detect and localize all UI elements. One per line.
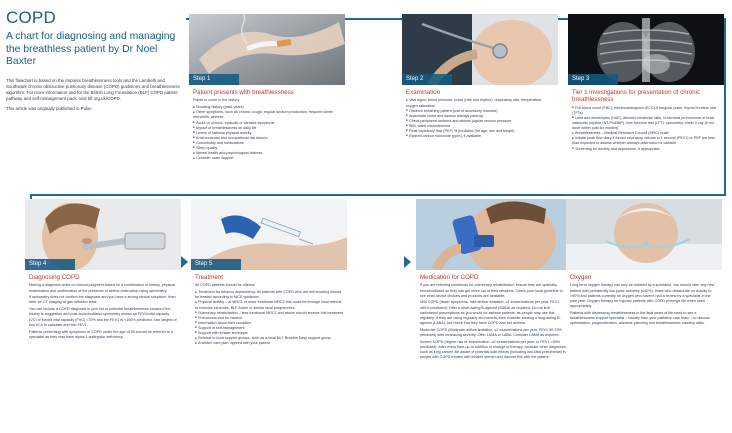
intro-text: This flowchart is based on the Impress breathlessness tools and the Lambeth and Southwark chronic obstructive pulmonary disease (COPD) guidelines and breathlessness algorithm. For more information and for the British Lung Foundation (BLF) COPD patient pathway and self-management pack, visit blf.org.uk/COPD.	[6, 77, 180, 101]
oxygen-card	[566, 199, 722, 328]
paragraph: Patients presenting with symptoms of COPD under the age of 35 should be referred to a specialist as they may have alpha-1 antitrypsin deficiency.	[29, 329, 173, 339]
step-5-title: Treatment	[195, 274, 223, 281]
list-item: ■ Observe breathing pattern (use of accessory muscles)	[406, 109, 554, 114]
step-5-card	[191, 199, 347, 346]
medication-body	[416, 281, 572, 360]
arrow-step-4-to-5	[181, 256, 188, 268]
list-item: ■ Sleep quality	[193, 146, 341, 151]
step-3-photo	[568, 14, 724, 85]
list-item: ■ A written care plan, agreed with your patient	[195, 341, 343, 346]
list-item: ■ Vital signs: blood pressure, pulse (rate and rhythm), respiratory rate, temperature, oxygen saturation	[406, 98, 554, 108]
step-5-label: Step 5	[191, 259, 241, 270]
list-item: ■ BMI, waist circumference	[406, 124, 554, 129]
list-item: ■ Pulmonary rehabilitation – less functional MRC2 and above should receive this treatment	[195, 311, 343, 316]
step-1-photo	[189, 14, 345, 85]
list-item: ■ Support in self-management	[195, 326, 343, 331]
oxygen-photo	[566, 199, 722, 270]
list-item: ■ Expired carbon monoxide (ppm), if available	[406, 134, 554, 139]
medication-photo	[416, 199, 572, 270]
list-item: ■ Urea and electrolytes (U&E), albumin creatinine ratio, N-terminal prohormone of brain natriuretic peptide (NT-ProBNP), liver function test (LFT), spirometry, chest X-ray (if not done within past six months)	[572, 116, 720, 131]
list-item: ■ Levels of habitual physical activity	[193, 131, 341, 136]
list-item: ■ Support with inhaler technique	[195, 331, 343, 336]
list-item: ■ Mental health and psychological distress	[193, 151, 341, 156]
step-3-label: Step 3	[568, 74, 618, 85]
paragraph: Moderate COPD (Moderate airflow limitation, ≤1 exacerbations per year, FEV1 50-79% predicted) with increasing severity: Offer LAMA or LABA. Consider LAMA as required.	[420, 327, 562, 337]
list-item: ■ Screening for anxiety and depression, if appropriate	[572, 147, 720, 152]
step-2-card	[402, 14, 558, 139]
step-1-card	[189, 14, 345, 161]
list-item: ■ Comorbidity and medications	[193, 141, 341, 146]
step-4-photo	[25, 199, 181, 270]
paragraph: Making a diagnosis relies on clinical judgment based on a combination of history, physical examination and confirmation of the presence of airflow obstruction using spirometry.	[29, 283, 176, 293]
paragraph: Patients with distressing breathlessness in the final years of life need to see a breathlessness support specialist – usually from your palliative care team – to discuss optimisation, prognostication, advance planning and breathlessness mastery skills.	[570, 310, 710, 325]
step-2-photo	[402, 14, 558, 85]
list-item: ■ Smoking history (pack years)	[193, 105, 341, 110]
list-item: ■ Environmental and occupational risk factors	[193, 136, 341, 141]
step-4-label: Step 4	[25, 259, 75, 270]
list-item: ■ Breathlessness – Medical Research Council (MRC) scale	[572, 131, 720, 136]
publication-note: This article was originally published in Pulse	[6, 105, 92, 111]
step-1-label: Step 1	[189, 74, 239, 85]
list-item: ■ Check peripheral oedema and assess jugular venous pressure	[406, 119, 554, 124]
oxygen-title: Oxygen	[570, 274, 592, 281]
list-item: ■ Acute or chronic, episodic or variable symptoms	[193, 121, 341, 126]
list-item: ■ Auscultate chest and assess airways patency	[406, 114, 554, 119]
paragraph: Long-term oxygen therapy can only be initiated by a specialist. You should refer any new patient with persistently low pulse oximetry (≤92%), those who desaturate on activity to <90% and patients currently on oxygen who haven't had a review by a specialist in the past year. Oxygen therapy for hypoxic patients with COPD prolongs life when used appropriately.	[570, 283, 715, 308]
list-item: ■ Pneumonia and flu vaccine	[195, 316, 343, 321]
medication-card	[416, 199, 572, 362]
page-subtitle: A chart for diagnosing and managing the breathless patient by Dr Noel Baxter	[6, 31, 176, 67]
step-2-title: Examination	[406, 89, 441, 96]
intro-panel	[6, 8, 184, 112]
list-item: ■ Initiate peak flow diary if forced expiratory volume in 1 second (FEV1) or PEF are less than expected to assess whether airways obstruction is variable	[572, 136, 720, 146]
paragraph: Severe COPD (Higher risk of exacerbation, ≥2 exacerbations per year, or FEV1 <50% predicted): After every flare-up or addition or change of therapy, consider other diagnoses, such as lung cancer. Be aware of potential side-effects (including non-fatal pneumonia) in people with COPD treated with inhaled steroid and discuss this with the patient.	[420, 339, 567, 360]
paragraph: If spirometry does not confirm the diagnosis and you have a strong clinical suspicion, then refer for CT imaging or gas diffusion tests.	[29, 295, 176, 305]
step-3-body	[568, 104, 724, 152]
list-item: ■ Consider carer support	[193, 156, 341, 161]
step-4-title: Diagnosing COPD	[29, 274, 80, 281]
list-item: ■ Full blood count (FBC), electrocardiogram (ECG) if irregular pulse, thyroid function test (TFTs)	[572, 106, 720, 116]
list-item: ■ Physical activity – at MRC1 or more functional MRC2 this could be through local referral to exercise schemes, BLF Active or similar local programmes	[195, 300, 343, 310]
step-4-body	[25, 281, 181, 339]
medication-title: Medication for COPD	[420, 274, 479, 281]
step-5-intro: All COPD patients should be offered:	[195, 283, 256, 288]
arrow-step-5-to-medication	[404, 256, 411, 268]
list-item: ■ Other symptoms, such as chronic cough, regular sputum production, frequent winter bronchitis, wheeze	[193, 110, 341, 120]
paragraph: If you are referring somebody for pulmonary rehabilitation, ensure they are optimally bronchodilated so they can get more out of their sessions. Check your local guideline to see what device choices and products are available.	[420, 283, 563, 298]
paragraph: You can include a COPD diagnosis in your list of potential breathlessness causes if the history is suggestive and post-bronchodilator spirometry shows an FEV1/vital capacity (VC) or forced vital capacity (FVC) <70% and the FEV1 is <100% predicted. Use largest of two VCs to calculate and test FEV1.	[29, 307, 177, 327]
inhaler-image	[416, 199, 572, 270]
step-5-body	[191, 281, 347, 346]
flow-line-right-down	[724, 18, 726, 196]
list-item: ■ Impact of breathlessness on daily life	[193, 126, 341, 131]
step-1-title: Patient presents with breathlessness	[193, 89, 294, 96]
flow-line-middle	[30, 194, 726, 196]
oxygen-patient-image	[566, 199, 722, 270]
page-title: COPD	[6, 8, 56, 27]
step-3-title: Tier 1 investigations for presentation of chronic breathlessness	[572, 89, 701, 104]
step-5-photo	[191, 199, 347, 270]
list-item: ■ Peak expiratory flow (PEF) % predicted (for age, sex and height)	[406, 129, 554, 134]
step-2-label: Step 2	[402, 74, 452, 85]
step-3-card	[568, 14, 724, 152]
step-1-body	[189, 96, 345, 161]
paragraph: Mild COPD (fewer symptoms, mild airflow limitation, ≤1 exacerbations per year, FEV1 ≥80% predicted): Offer a short-acting B-agonist (SABA) as required. Do not limit salbutamol prescriptions as you would for asthma patients, as people may use this regularly. If they are using regularly and benefit, then consider starting a long-acting B-agonist (LABA), but check that they have COPD and not asthma.	[420, 300, 561, 325]
list-item: ■ Referral to local support groups, such as a local BLF Breathe Easy support group	[195, 336, 343, 341]
step-1-intro: Points to cover in the history	[193, 98, 240, 103]
list-item: ■ Information about their condition	[195, 321, 343, 326]
oxygen-body	[566, 281, 722, 326]
step-4-card	[25, 199, 181, 342]
step-2-body	[402, 96, 558, 139]
list-item: ■ Treatment for tobacco dependency. All patients with COPD who are still smoking should be treated according to NICE guidance	[195, 290, 343, 300]
